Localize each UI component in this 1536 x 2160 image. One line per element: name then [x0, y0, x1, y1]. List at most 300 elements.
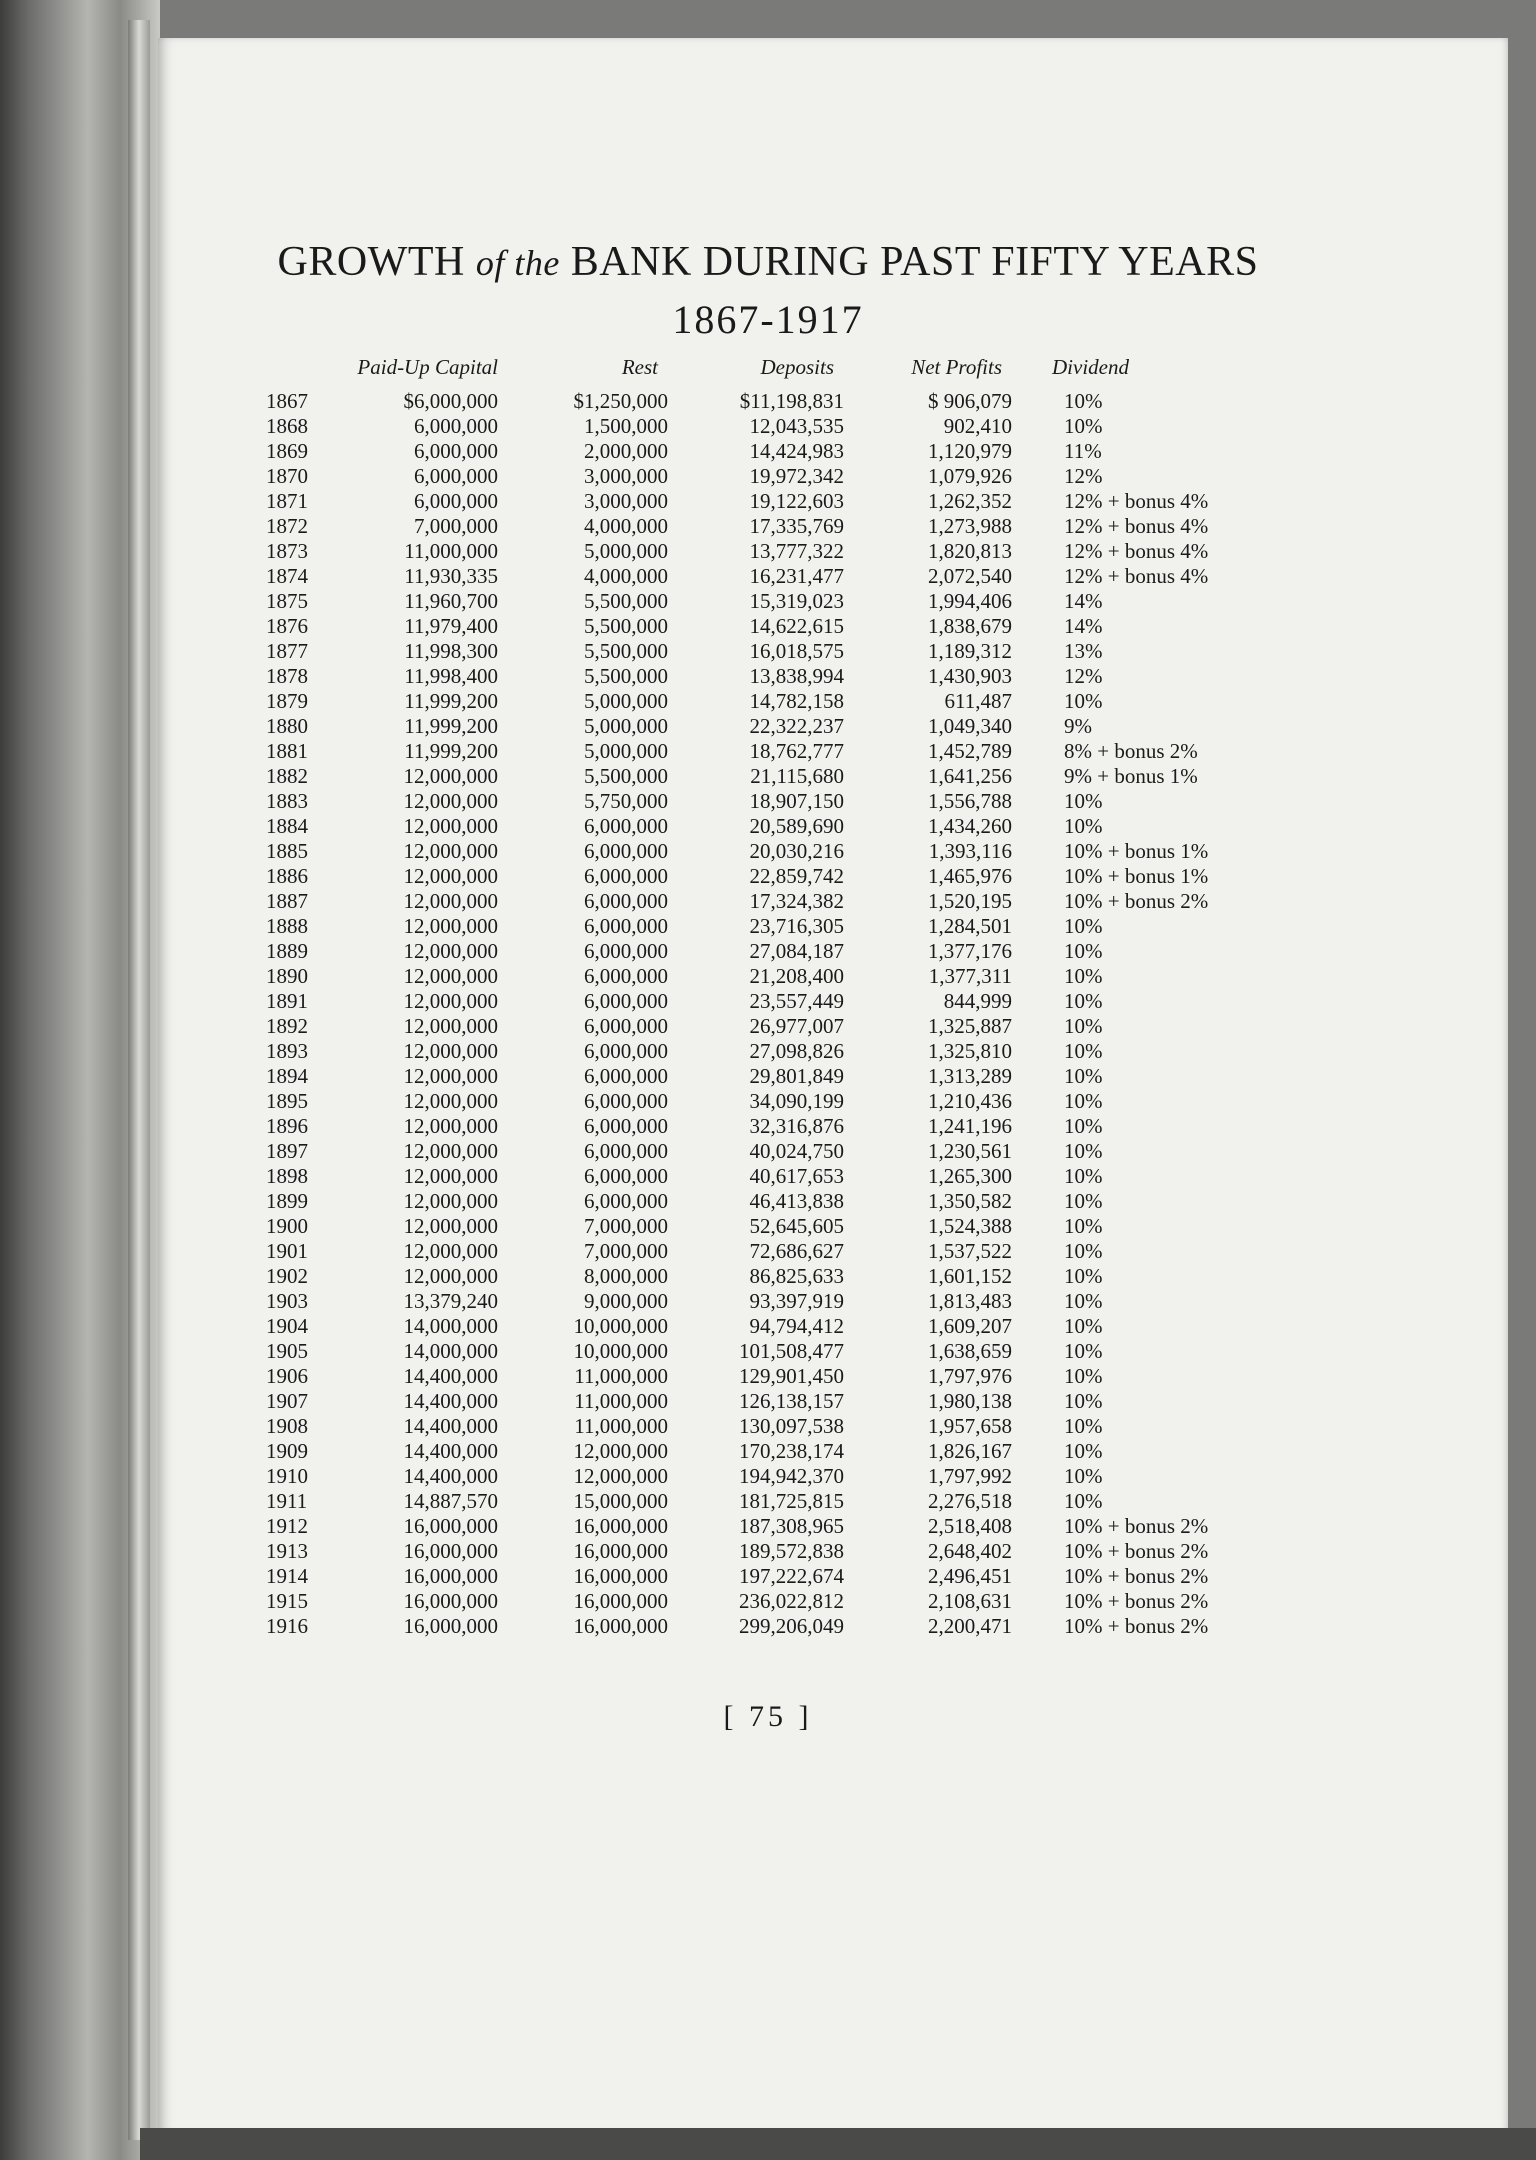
net-profits-cell: 902,410	[943, 414, 1012, 438]
paid-up-capital-cell: 16,000,000	[403, 1614, 498, 1638]
dividend-cell: 10%	[1064, 1064, 1103, 1088]
year-cell: 1880	[266, 714, 308, 738]
dividend-cell: 10%	[1064, 1214, 1103, 1238]
table-row	[266, 664, 1284, 689]
table-row	[266, 1339, 1284, 1364]
table-row	[266, 489, 1284, 514]
page-bottom-edge	[140, 2128, 1536, 2160]
table-row	[266, 1089, 1284, 1114]
deposits-cell: 197,222,674	[739, 1564, 844, 1588]
deposits-cell: 46,413,838	[749, 1189, 844, 1213]
table-row	[266, 539, 1284, 564]
year-cell: 1908	[266, 1414, 308, 1438]
net-profits-cell: 611,487	[944, 689, 1012, 713]
deposits-cell: 29,801,849	[749, 1064, 844, 1088]
table-row	[266, 1589, 1284, 1614]
deposits-cell: 130,097,538	[739, 1414, 844, 1438]
rest-cell: 6,000,000	[584, 1014, 668, 1038]
paid-up-capital-cell: 16,000,000	[403, 1514, 498, 1538]
rest-cell: 11,000,000	[574, 1414, 668, 1438]
year-cell: 1904	[266, 1314, 308, 1338]
net-profits-cell: 2,108,631	[928, 1589, 1012, 1613]
deposits-cell: 27,098,826	[749, 1039, 844, 1063]
year-cell: 1890	[266, 964, 308, 988]
year-cell: 1906	[266, 1364, 308, 1388]
net-profits-cell: 1,262,352	[928, 489, 1012, 513]
table-row	[266, 914, 1284, 939]
deposits-cell: 16,231,477	[749, 564, 844, 588]
rest-cell: 9,000,000	[584, 1289, 668, 1313]
table-row	[266, 814, 1284, 839]
dividend-cell: 10%	[1064, 1164, 1103, 1188]
deposits-cell: 126,138,157	[739, 1389, 844, 1413]
dividend-cell: 12% + bonus 4%	[1064, 564, 1209, 588]
paid-up-capital-cell: 16,000,000	[403, 1564, 498, 1588]
table-row	[266, 1389, 1284, 1414]
net-profits-cell: 1,393,116	[928, 839, 1012, 863]
net-profits-cell: 1,049,340	[928, 714, 1012, 738]
year-cell: 1913	[266, 1539, 308, 1563]
table-row	[266, 414, 1284, 439]
year-cell: 1887	[266, 889, 308, 913]
net-profits-cell: 1,601,152	[928, 1264, 1012, 1288]
table-row	[266, 1614, 1284, 1639]
table-row	[266, 464, 1284, 489]
table-row	[266, 939, 1284, 964]
deposits-cell: 21,208,400	[749, 964, 844, 988]
paid-up-capital-cell: 12,000,000	[403, 1214, 498, 1238]
table-row	[266, 1239, 1284, 1264]
net-profits-cell: 1,273,988	[928, 514, 1012, 538]
paid-up-capital-cell: 12,000,000	[403, 964, 498, 988]
year-cell: 1886	[266, 864, 308, 888]
net-profits-cell: 1,813,483	[928, 1289, 1012, 1313]
table-row	[266, 1464, 1284, 1489]
rest-cell: 5,500,000	[584, 764, 668, 788]
growth-table	[266, 355, 1284, 1639]
rest-cell: 2,000,000	[584, 439, 668, 463]
deposits-cell: 72,686,627	[749, 1239, 844, 1263]
dividend-cell: 10%	[1064, 1139, 1103, 1163]
deposits-cell: $11,198,831	[739, 389, 844, 413]
rest-cell: 5,500,000	[584, 614, 668, 638]
dividend-cell: 10% + bonus 2%	[1064, 1514, 1209, 1538]
paid-up-capital-cell: 12,000,000	[403, 1164, 498, 1188]
header-deposits: Deposits	[760, 355, 834, 379]
table-row	[266, 1189, 1284, 1214]
rest-cell: 11,000,000	[574, 1364, 668, 1388]
rest-cell: 6,000,000	[584, 1189, 668, 1213]
table-row	[266, 714, 1284, 739]
rest-cell: 6,000,000	[584, 1039, 668, 1063]
paid-up-capital-cell: 12,000,000	[403, 1239, 498, 1263]
deposits-cell: 40,024,750	[749, 1139, 844, 1163]
year-cell: 1891	[266, 989, 308, 1013]
table-row	[266, 764, 1284, 789]
year-cell: 1885	[266, 839, 308, 863]
deposits-cell: 18,762,777	[749, 739, 844, 763]
year-cell: 1884	[266, 814, 308, 838]
year-cell: 1894	[266, 1064, 308, 1088]
dividend-cell: 10%	[1064, 1489, 1103, 1513]
rest-cell: 15,000,000	[573, 1489, 668, 1513]
dividend-cell: 12% + bonus 4%	[1064, 489, 1209, 513]
year-cell: 1892	[266, 1014, 308, 1038]
paid-up-capital-cell: 12,000,000	[403, 1264, 498, 1288]
dividend-cell: 10%	[1064, 1464, 1103, 1488]
rest-cell: 7,000,000	[584, 1239, 668, 1263]
net-profits-cell: 1,520,195	[928, 889, 1012, 913]
header-paid-up-capital: Paid-Up Capital	[357, 355, 498, 379]
deposits-cell: 194,942,370	[739, 1464, 844, 1488]
table-row	[266, 864, 1284, 889]
paid-up-capital-cell: 12,000,000	[403, 1139, 498, 1163]
rest-cell: 10,000,000	[573, 1339, 668, 1363]
year-cell: 1882	[266, 764, 308, 788]
year-cell: 1903	[266, 1289, 308, 1313]
deposits-cell: 19,972,342	[749, 464, 844, 488]
deposits-cell: 129,901,450	[739, 1364, 844, 1388]
dividend-cell: 10%	[1064, 814, 1103, 838]
dividend-cell: 8% + bonus 2%	[1064, 739, 1198, 763]
net-profits-cell: 1,609,207	[928, 1314, 1012, 1338]
rest-cell: 8,000,000	[584, 1264, 668, 1288]
rest-cell: 6,000,000	[584, 889, 668, 913]
table-row	[266, 564, 1284, 589]
dividend-cell: 10%	[1064, 1414, 1103, 1438]
dividend-cell: 10%	[1064, 1039, 1103, 1063]
year-cell: 1881	[266, 739, 308, 763]
year-cell: 1897	[266, 1139, 308, 1163]
net-profits-cell: 1,452,789	[928, 739, 1012, 763]
deposits-cell: 181,725,815	[739, 1489, 844, 1513]
dividend-cell: 10%	[1064, 939, 1103, 963]
table-row	[266, 1514, 1284, 1539]
paid-up-capital-cell: 11,979,400	[404, 614, 498, 638]
net-profits-cell: 1,377,311	[928, 964, 1012, 988]
paid-up-capital-cell: 16,000,000	[403, 1539, 498, 1563]
paid-up-capital-cell: 6,000,000	[414, 414, 498, 438]
year-cell: 1871	[266, 489, 308, 513]
paid-up-capital-cell: 11,000,000	[404, 539, 498, 563]
paid-up-capital-cell: 16,000,000	[403, 1589, 498, 1613]
year-cell: 1911	[266, 1489, 308, 1513]
deposits-cell: 19,122,603	[749, 489, 844, 513]
dividend-cell: 10%	[1064, 1289, 1103, 1313]
paid-up-capital-cell: $6,000,000	[403, 389, 498, 413]
header-dividend: Dividend	[1052, 355, 1129, 379]
paid-up-capital-cell: 6,000,000	[414, 439, 498, 463]
dividend-cell: 10%	[1064, 1389, 1103, 1413]
title-part-bank: BANK DURING PAST FIFTY YEARS	[570, 239, 1259, 285]
paid-up-capital-cell: 11,960,700	[404, 589, 498, 613]
rest-cell: 5,000,000	[584, 689, 668, 713]
deposits-cell: 22,322,237	[749, 714, 844, 738]
net-profits-cell: 1,210,436	[928, 1089, 1012, 1113]
paid-up-capital-cell: 12,000,000	[403, 889, 498, 913]
paid-up-capital-cell: 12,000,000	[403, 989, 498, 1013]
rest-cell: 16,000,000	[573, 1564, 668, 1588]
paid-up-capital-cell: 14,400,000	[403, 1439, 498, 1463]
rest-cell: 16,000,000	[573, 1589, 668, 1613]
paid-up-capital-cell: 12,000,000	[403, 764, 498, 788]
table-row	[266, 739, 1284, 764]
year-cell: 1898	[266, 1164, 308, 1188]
dividend-cell: 9%	[1064, 714, 1092, 738]
paid-up-capital-cell: 11,998,400	[404, 664, 498, 688]
deposits-cell: 23,557,449	[749, 989, 844, 1013]
paid-up-capital-cell: 11,999,200	[404, 714, 498, 738]
dividend-cell: 10%	[1064, 1264, 1103, 1288]
deposits-cell: 20,030,216	[749, 839, 844, 863]
year-cell: 1870	[266, 464, 308, 488]
rest-cell: 5,500,000	[584, 639, 668, 663]
year-cell: 1868	[266, 414, 308, 438]
deposits-cell: 17,324,382	[749, 889, 844, 913]
dividend-cell: 12% + bonus 4%	[1064, 539, 1209, 563]
dividend-cell: 10% + bonus 1%	[1064, 839, 1209, 863]
rest-cell: 16,000,000	[573, 1539, 668, 1563]
table-row	[266, 1039, 1284, 1064]
year-cell: 1873	[266, 539, 308, 563]
table-row	[266, 589, 1284, 614]
dividend-cell: 14%	[1064, 614, 1103, 638]
paid-up-capital-cell: 12,000,000	[403, 914, 498, 938]
deposits-cell: 236,022,812	[739, 1589, 844, 1613]
rest-cell: 6,000,000	[584, 1114, 668, 1138]
dividend-cell: 10% + bonus 1%	[1064, 864, 1209, 888]
table-row	[266, 614, 1284, 639]
table-row	[266, 639, 1284, 664]
rest-cell: 6,000,000	[584, 814, 668, 838]
table-row	[266, 1114, 1284, 1139]
dividend-cell: 10%	[1064, 1014, 1103, 1038]
rest-cell: 4,000,000	[584, 514, 668, 538]
dividend-cell: 12%	[1064, 664, 1103, 688]
year-cell: 1910	[266, 1464, 308, 1488]
year-cell: 1900	[266, 1214, 308, 1238]
paid-up-capital-cell: 11,930,335	[404, 564, 498, 588]
net-profits-cell: 1,797,976	[928, 1364, 1012, 1388]
paid-up-capital-cell: 6,000,000	[414, 464, 498, 488]
deposits-cell: 15,319,023	[749, 589, 844, 613]
dividend-cell: 11%	[1064, 439, 1102, 463]
header-rest: Rest	[621, 355, 658, 379]
net-profits-cell: 1,537,522	[928, 1239, 1012, 1263]
deposits-cell: 189,572,838	[739, 1539, 844, 1563]
year-cell: 1909	[266, 1439, 308, 1463]
year-cell: 1872	[266, 514, 308, 538]
rest-cell: 6,000,000	[584, 939, 668, 963]
paid-up-capital-cell: 13,379,240	[403, 1289, 498, 1313]
net-profits-cell: 1,313,289	[928, 1064, 1012, 1088]
rest-cell: 16,000,000	[573, 1614, 668, 1638]
net-profits-cell: 2,200,471	[928, 1614, 1012, 1638]
dividend-cell: 14%	[1064, 589, 1103, 613]
paid-up-capital-cell: 12,000,000	[403, 1189, 498, 1213]
rest-cell: 6,000,000	[584, 839, 668, 863]
dividend-cell: 10%	[1064, 1189, 1103, 1213]
year-cell: 1874	[266, 564, 308, 588]
rest-cell: 5,000,000	[584, 739, 668, 763]
dividend-cell: 10% + bonus 2%	[1064, 1614, 1209, 1638]
net-profits-cell: 1,230,561	[928, 1139, 1012, 1163]
dividend-cell: 10% + bonus 2%	[1064, 889, 1209, 913]
paid-up-capital-cell: 14,400,000	[403, 1364, 498, 1388]
year-cell: 1907	[266, 1389, 308, 1413]
rest-cell: 16,000,000	[573, 1514, 668, 1538]
paid-up-capital-cell: 11,998,300	[404, 639, 498, 663]
year-cell: 1912	[266, 1514, 308, 1538]
year-cell: 1896	[266, 1114, 308, 1138]
paid-up-capital-cell: 12,000,000	[403, 939, 498, 963]
year-cell: 1914	[266, 1564, 308, 1588]
deposits-cell: 13,838,994	[749, 664, 844, 688]
dividend-cell: 10%	[1064, 389, 1103, 413]
paid-up-capital-cell: 14,000,000	[403, 1314, 498, 1338]
rest-cell: $1,250,000	[573, 389, 668, 413]
table-row	[266, 1214, 1284, 1239]
table-row	[266, 1289, 1284, 1314]
rest-cell: 6,000,000	[584, 864, 668, 888]
rest-cell: 11,000,000	[574, 1389, 668, 1413]
net-profits-cell: 1,265,300	[928, 1164, 1012, 1188]
paid-up-capital-cell: 12,000,000	[403, 864, 498, 888]
deposits-cell: 187,308,965	[739, 1514, 844, 1538]
header-year	[266, 355, 344, 389]
table-row	[266, 989, 1284, 1014]
paid-up-capital-cell: 14,887,570	[403, 1489, 498, 1513]
dividend-cell: 13%	[1064, 639, 1103, 663]
rest-cell: 10,000,000	[573, 1314, 668, 1338]
net-profits-cell: 1,377,176	[928, 939, 1012, 963]
dividend-cell: 10%	[1064, 689, 1103, 713]
net-profits-cell: 2,648,402	[928, 1539, 1012, 1563]
table-row	[266, 1414, 1284, 1439]
net-profits-cell: 1,826,167	[928, 1439, 1012, 1463]
dividend-cell: 12%	[1064, 464, 1103, 488]
rest-cell: 5,500,000	[584, 589, 668, 613]
table-row	[266, 1564, 1284, 1589]
table-row	[266, 889, 1284, 914]
net-profits-cell: 1,079,926	[928, 464, 1012, 488]
deposits-cell: 16,018,575	[749, 639, 844, 663]
deposits-cell: 12,043,535	[749, 414, 844, 438]
deposits-cell: 52,645,605	[749, 1214, 844, 1238]
paid-up-capital-cell: 12,000,000	[403, 1114, 498, 1138]
deposits-cell: 86,825,633	[749, 1264, 844, 1288]
rest-cell: 6,000,000	[584, 1164, 668, 1188]
rest-cell: 6,000,000	[584, 914, 668, 938]
dividend-cell: 10%	[1064, 1314, 1103, 1338]
year-cell: 1888	[266, 914, 308, 938]
rest-cell: 6,000,000	[584, 1139, 668, 1163]
net-profits-cell: 2,276,518	[928, 1489, 1012, 1513]
paid-up-capital-cell: 11,999,200	[404, 739, 498, 763]
net-profits-cell: 1,980,138	[928, 1389, 1012, 1413]
rest-cell: 5,750,000	[584, 789, 668, 813]
deposits-cell: 299,206,049	[739, 1614, 844, 1638]
table-row	[266, 1364, 1284, 1389]
page-title	[0, 238, 1536, 286]
net-profits-cell: 1,524,388	[928, 1214, 1012, 1238]
table-row	[266, 514, 1284, 539]
net-profits-cell: 1,556,788	[928, 789, 1012, 813]
net-profits-cell: 1,189,312	[928, 639, 1012, 663]
net-profits-cell: 1,638,659	[928, 1339, 1012, 1363]
deposits-cell: 18,907,150	[749, 789, 844, 813]
net-profits-cell: 1,430,903	[928, 664, 1012, 688]
deposits-cell: 13,777,322	[749, 539, 844, 563]
dividend-cell: 10%	[1064, 989, 1103, 1013]
table-row	[266, 839, 1284, 864]
dividend-cell: 10% + bonus 2%	[1064, 1539, 1209, 1563]
dividend-cell: 10%	[1064, 964, 1103, 988]
table-row	[266, 1014, 1284, 1039]
net-profits-cell: 1,434,260	[928, 814, 1012, 838]
dividend-cell: 10%	[1064, 414, 1103, 438]
deposits-cell: 14,622,615	[749, 614, 844, 638]
dividend-cell: 10%	[1064, 1089, 1103, 1113]
deposits-cell: 14,782,158	[749, 689, 844, 713]
year-cell: 1889	[266, 939, 308, 963]
paid-up-capital-cell: 12,000,000	[403, 814, 498, 838]
deposits-cell: 20,589,690	[749, 814, 844, 838]
dividend-cell: 12% + bonus 4%	[1064, 514, 1209, 538]
rest-cell: 1,500,000	[584, 414, 668, 438]
paid-up-capital-cell: 14,400,000	[403, 1389, 498, 1413]
year-cell: 1899	[266, 1189, 308, 1213]
table-row	[266, 1314, 1284, 1339]
deposits-cell: 101,508,477	[739, 1339, 844, 1363]
year-cell: 1883	[266, 789, 308, 813]
year-cell: 1893	[266, 1039, 308, 1063]
table-row	[266, 1439, 1284, 1464]
paid-up-capital-cell: 6,000,000	[414, 489, 498, 513]
net-profits-cell: 1,797,992	[928, 1464, 1012, 1488]
dividend-cell: 10%	[1064, 789, 1103, 813]
net-profits-cell: 1,120,979	[928, 439, 1012, 463]
net-profits-cell: 1,350,582	[928, 1189, 1012, 1213]
paid-up-capital-cell: 14,000,000	[403, 1339, 498, 1363]
rest-cell: 6,000,000	[584, 1089, 668, 1113]
rest-cell: 4,000,000	[584, 564, 668, 588]
year-cell: 1875	[266, 589, 308, 613]
net-profits-cell: 1,465,976	[928, 864, 1012, 888]
table-row	[266, 1264, 1284, 1289]
deposits-cell: 27,084,187	[749, 939, 844, 963]
dividend-cell: 10%	[1064, 1239, 1103, 1263]
year-cell: 1869	[266, 439, 308, 463]
dividend-cell: 10%	[1064, 1439, 1103, 1463]
dividend-cell: 10%	[1064, 1339, 1103, 1363]
paid-up-capital-cell: 7,000,000	[414, 514, 498, 538]
paid-up-capital-cell: 12,000,000	[403, 1089, 498, 1113]
rest-cell: 3,000,000	[584, 489, 668, 513]
table-row	[266, 689, 1284, 714]
year-cell: 1878	[266, 664, 308, 688]
table-row	[266, 1139, 1284, 1164]
rest-cell: 5,500,000	[584, 664, 668, 688]
paid-up-capital-cell: 12,000,000	[403, 1014, 498, 1038]
dividend-cell: 10%	[1064, 1114, 1103, 1138]
net-profits-cell: 2,496,451	[928, 1564, 1012, 1588]
deposits-cell: 170,238,174	[739, 1439, 844, 1463]
year-cell: 1867	[266, 389, 308, 413]
net-profits-cell: 1,641,256	[928, 764, 1012, 788]
dividend-cell: 10%	[1064, 1364, 1103, 1388]
table-row	[266, 1064, 1284, 1089]
